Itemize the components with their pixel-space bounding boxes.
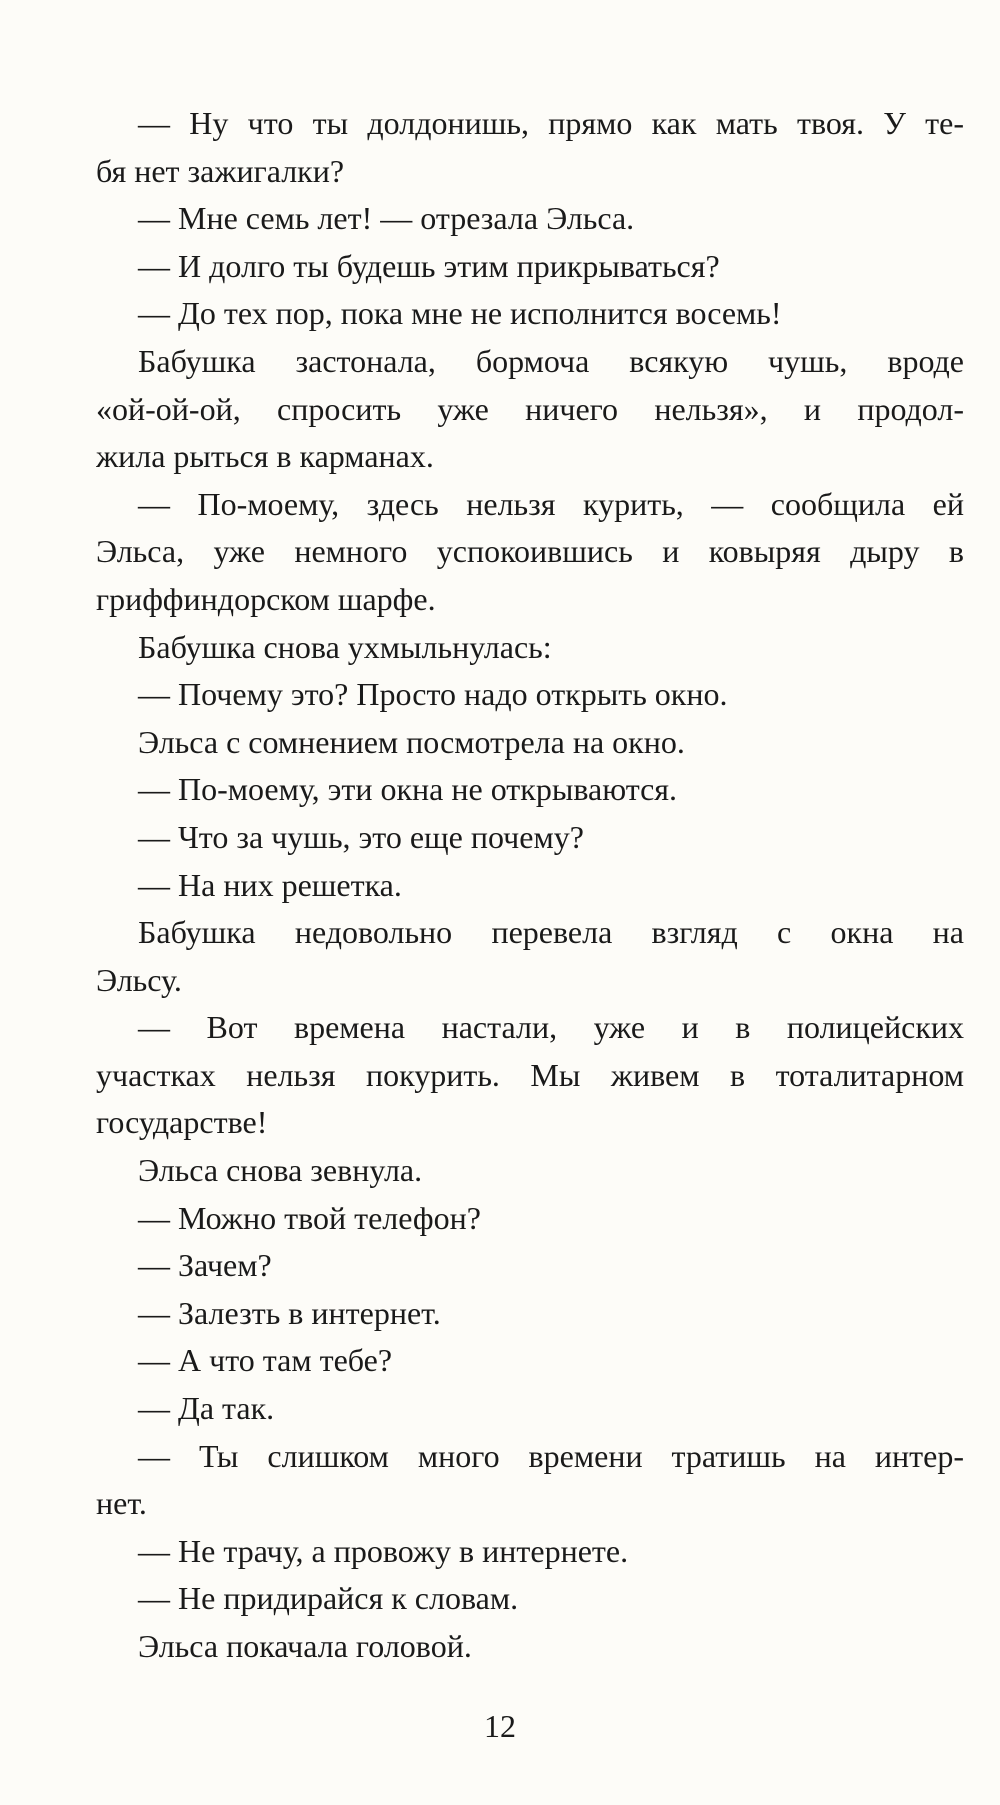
text-line: — Залезть в интернет. — [138, 1294, 441, 1331]
text-line: — Зачем? — [138, 1247, 272, 1284]
text-line: Бабушка застонала, бормоча всякую чушь, вроде — [138, 342, 964, 379]
text-line: — Что за чушь, это еще почему? — [138, 818, 584, 855]
text-line: «ой-ой-ой, спросить уже ничего нельзя», и продол- — [96, 390, 964, 427]
text-line: — По-моему, здесь нельзя курить, — сообщила ей — [138, 485, 964, 522]
text-line: Эльса с сомнением посмотрела на окно. — [138, 723, 685, 760]
text-line: — Не придирайся к словам. — [138, 1580, 519, 1617]
text-line: — На них решетка. — [138, 866, 402, 903]
text-line: Эльса снова зевнула. — [138, 1152, 423, 1189]
text-line: — И долго ты будешь этим прикрываться? — [138, 247, 720, 284]
text-line: государстве! — [96, 1104, 268, 1141]
text-line: Бабушка недовольно перевела взгляд с окна на — [138, 914, 964, 951]
text-line: Бабушка снова ухмыльнулась: — [138, 628, 552, 665]
text-line: — Можно твой телефон? — [138, 1199, 481, 1236]
text-line: — Да так. — [138, 1390, 275, 1427]
page-number: 12 — [484, 1708, 516, 1744]
text-line: — Ты слишком много времени тратишь на интер- — [138, 1437, 964, 1474]
text-line: — Почему это? Просто надо открыть окно. — [138, 676, 728, 713]
text-line: — Ну что ты долдонишь, прямо как мать твоя. У те- — [138, 105, 964, 141]
text-line: нет. — [96, 1485, 147, 1522]
text-line: жила рыться в карманах. — [96, 438, 434, 475]
text-line: участках нельзя покурить. Мы живем в тоталитарном — [96, 1056, 964, 1093]
text-line: Эльса покачала головой. — [138, 1628, 472, 1664]
text-line: — Не трачу, а провожу в интернете. — [138, 1532, 629, 1569]
text-line: Эльсу. — [96, 961, 182, 998]
text-line: — А что там тебе? — [138, 1342, 393, 1379]
text-line: — Вот времена настали, уже и в полицейских — [138, 1009, 964, 1046]
text-line: — Мне семь лет! — отрезала Эльса. — [138, 200, 635, 237]
text-line: гриффиндорском шарфе. — [96, 580, 436, 617]
text-line: бя нет зажигалки? — [96, 152, 345, 189]
text-line: — До тех пор, пока мне не исполнится восемь! — [138, 295, 782, 332]
body-text — [96, 100, 964, 1671]
text-line: Эльса, уже немного успокоившись и ковыряя дыру в — [96, 533, 964, 570]
text-line: — По-моему, эти окна не открываются. — [138, 771, 677, 808]
